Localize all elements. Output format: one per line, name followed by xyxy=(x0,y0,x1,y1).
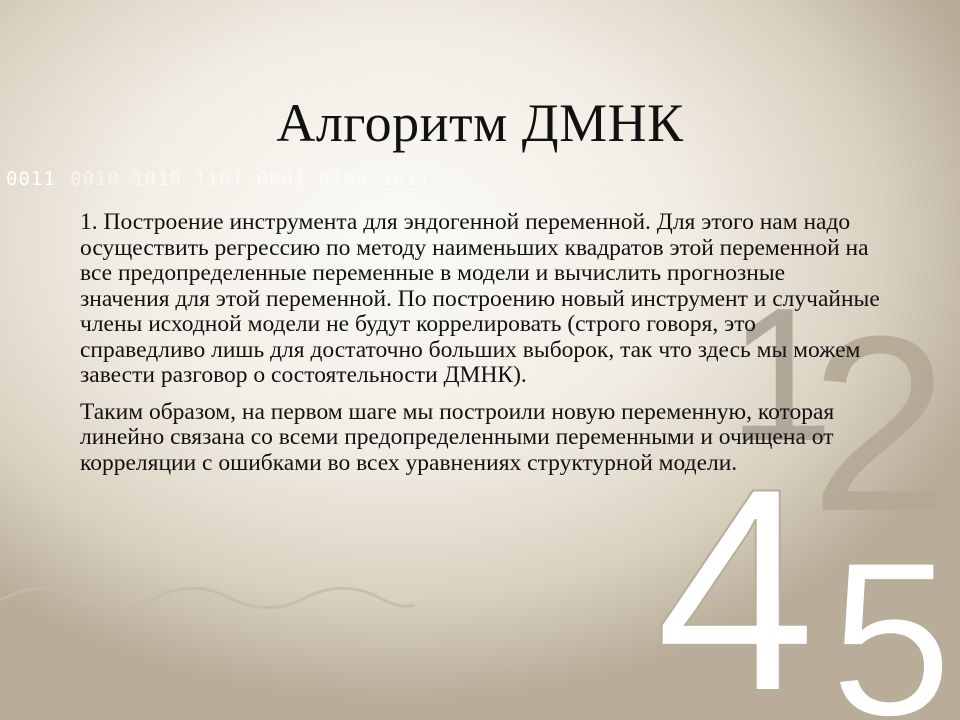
binary-strip: 0011 xyxy=(6,168,56,190)
decor-wave-line xyxy=(0,588,415,608)
slide-title: Алгоритм ДМНК xyxy=(276,93,684,153)
decor-digit-2: 2 xyxy=(810,284,950,563)
decor-digit-4: 4 xyxy=(655,428,817,720)
paragraph-step-1: 1. Построение инструмента для эндогенной переменной. Для этого нам надо осуществить регрессию по методу наименьших квадратов этой переменной на все предопределенные переменные в модели и вычислить прогнозные значения для этой переменной. По построению новый инструмент и случайные члены исходной модели не будут коррелировать (строго говоря, это справедливо лишь для достаточно больших выборок, так что здесь мы можем завести разговор о состоятельности ДМНК). xyxy=(80,209,880,388)
paragraph-summary: Таким образом, на первом шаге мы построили новую переменную, которая линейно связана со всеми предопределенными переменными и очищена от корреляции с ошибками во всех уравнениях структурной модели. xyxy=(80,398,835,476)
slide-body xyxy=(80,210,880,487)
binary-strip-faded: 0010 1010 1101 0001 0100 1011 xyxy=(70,168,431,190)
decor-digit-1: 1 xyxy=(728,269,834,481)
decor-digit-5: 5 xyxy=(830,516,953,720)
